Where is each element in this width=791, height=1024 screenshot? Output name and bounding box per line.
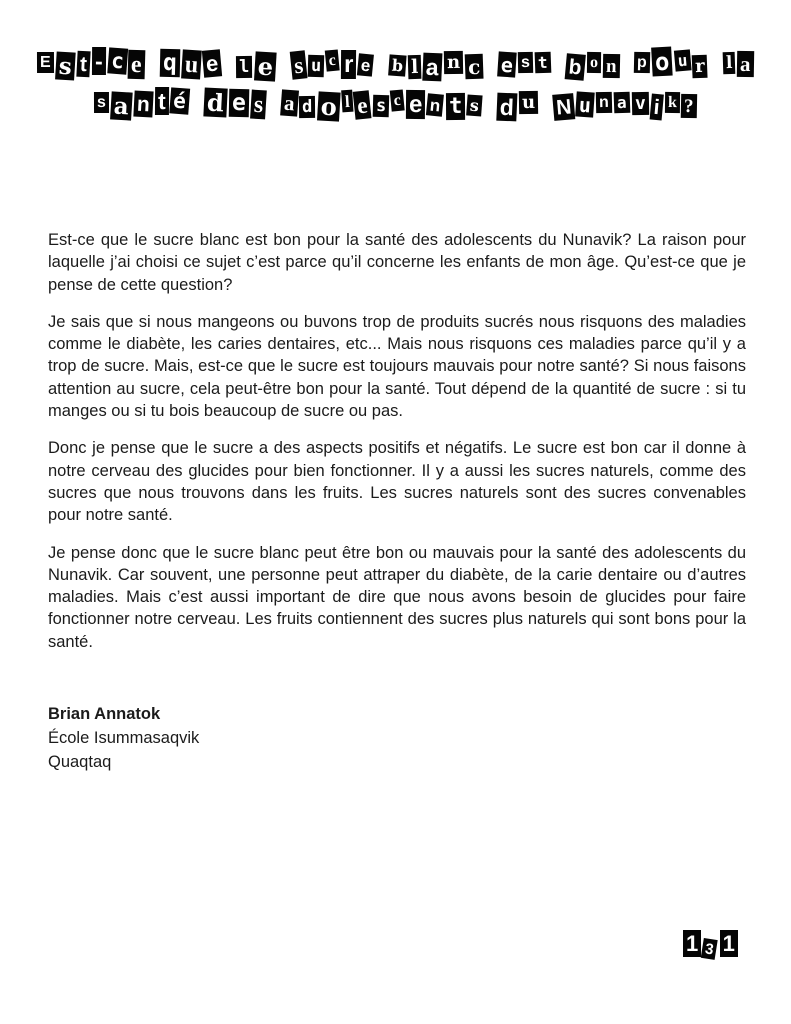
essay-paragraph-1: Est-ce que le sucre blanc est bon pour la santé des adolescents du Nunavik? La raison pour laquelle j’ai choisi ce sujet c’est parce qu’il concerne les enfants de mon âge. Qu’est-ce que je pense de cette question? [48,231,746,294]
essay-paragraph-4: Je pense donc que le sucre blanc peut être bon ou mauvais pour la santé des adolescents du Nunavik. Car souvent, une personne peut attraper du diabète, de la carie dentaire ou d’autres maladies. Mais c’est aussi important de dire que nous avons besoin de glucides pour faire fonctionner notre cerveau. Les fruits contiennent des sucres plus naturels qui sont bons pour la santé. [48,543,746,651]
essay-body [48,229,746,668]
page-title [30,44,761,124]
author-name: Brian Annatok [48,705,161,723]
title-line-2: s a n t é d e s a d o l e s c e n t s d u N u n a v i k ? [30,84,761,124]
title-line-1: E s t - c e q u e l e s u c r e b l a n c e s t b o n p o u r l a [30,44,761,84]
essay-paragraph-2: Je sais que si nous mangeons ou buvons trop de produits sucrés nous risquons des maladies comme le diabète, les caries dentaires, etc... Mais nous risquons ces maladies parce qu’il y a trop de sucre. Mais, est-ce que le sucre est toujours mauvais pour notre santé? Si nous faisons attention au sucre, cela peut-être bon pour la santé. Tout dépend de la quantité de sucre : si tu manges ou si tu bois beaucoup de sucre ou pas. [48,312,746,421]
signature-block [48,702,199,774]
page-number: 1 3 1 [682,926,739,962]
essay-paragraph-3: Donc je pense que le sucre a des aspects positifs et négatifs. Le sucre est bon car il donne à notre cerveau des glucides pour bien fonctionner. Il y a aussi les sucres naturels, comme des sucres que nous trouvons dans les fruits. Les sucres naturels sont des sucres convenables pour notre santé. [48,439,746,525]
author-school: École Isummasaqvik [48,729,200,747]
author-town: Quaqtaq [48,753,112,771]
